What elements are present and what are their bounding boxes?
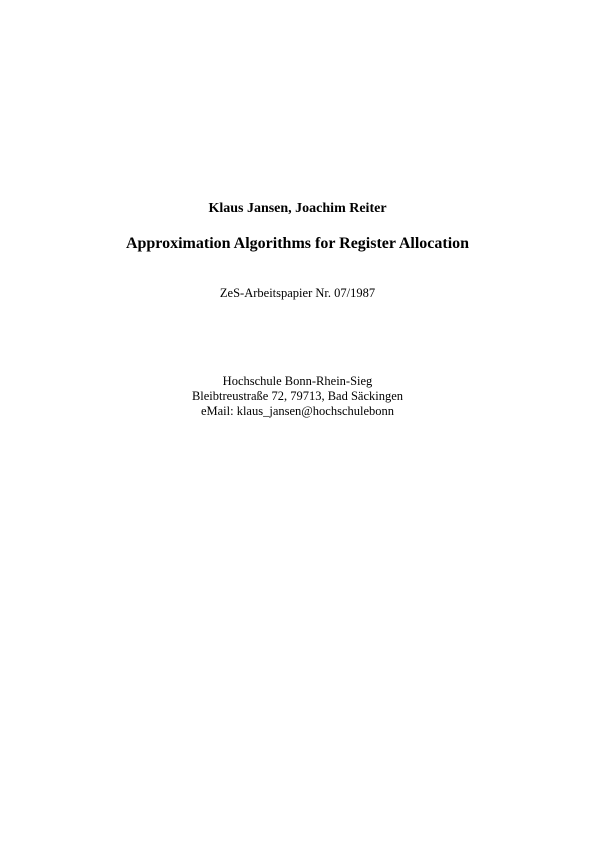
- email: eMail: klaus_jansen@hochschulebonn: [200, 404, 395, 418]
- paper-title: Approximation Algorithms for Register Allocation: [125, 235, 470, 252]
- authors: Klaus Jansen, Joachim Reiter: [208, 201, 387, 216]
- series-number: ZeS-Arbeitspapier Nr. 07/1987: [219, 286, 376, 300]
- institution: Hochschule Bonn-Rhein-Sieg: [222, 374, 373, 388]
- street-address: Bleibtreustraße 72, 79713, Bad Säckingen: [191, 389, 404, 403]
- address-block: [0, 374, 595, 419]
